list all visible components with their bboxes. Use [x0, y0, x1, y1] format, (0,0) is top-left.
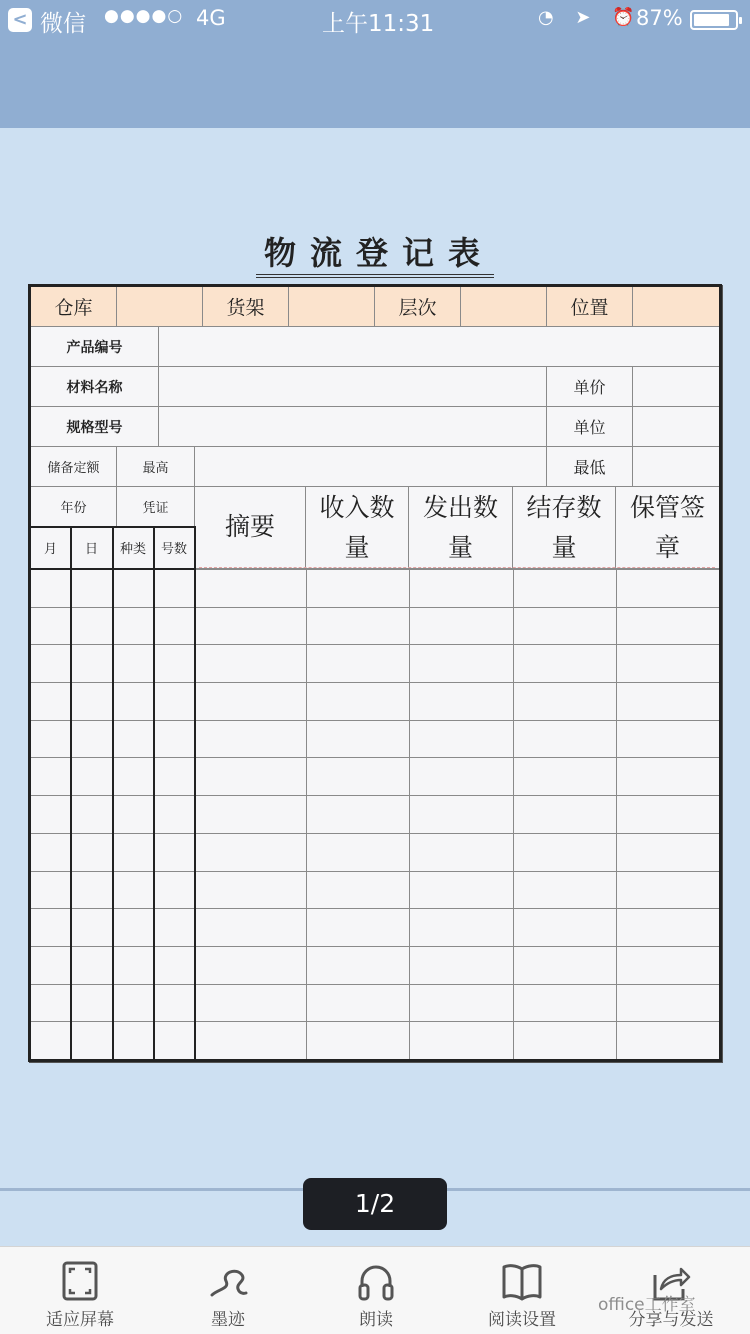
unit-price-label: 单价 [547, 367, 633, 407]
number-label: 号数 [154, 527, 195, 569]
fit-screen-button[interactable] [5, 1247, 155, 1334]
material-name-value [159, 367, 547, 407]
received-qty-header [306, 487, 409, 569]
position-label: 位置 [547, 287, 633, 327]
stock-qty-line1: 结存数 [526, 492, 602, 522]
type-label: 种类 [113, 527, 154, 569]
level-label: 层次 [375, 287, 461, 327]
month-col-rule [70, 526, 72, 1059]
status-bar [0, 0, 750, 128]
reading-settings-label: 阅读设置 [488, 1310, 556, 1330]
warehouse-label: 仓库 [31, 287, 117, 327]
warehouse-value [117, 287, 203, 327]
document-title [0, 228, 750, 274]
status-icons: ◔ ➤ ⏰ [538, 7, 643, 28]
battery-percent: 87% [636, 6, 683, 30]
logistics-registration-form [28, 284, 722, 1062]
product-code-value [159, 327, 719, 367]
shelf-label: 货架 [203, 287, 289, 327]
unit-price-value [633, 367, 719, 407]
watermark-text: office工作室 [598, 1295, 696, 1315]
custodian-seal-header [616, 487, 719, 569]
position-value [633, 287, 719, 327]
day-col-rule [112, 526, 114, 1059]
highest-value [195, 447, 547, 487]
document-viewer[interactable] [0, 128, 750, 1186]
type-col-rule [153, 526, 155, 1059]
reading-settings-button[interactable] [447, 1247, 597, 1334]
headphones-icon [356, 1259, 396, 1303]
page-indicator: 1/2 [303, 1178, 447, 1230]
read-aloud-button[interactable] [301, 1247, 451, 1334]
table-column-line [306, 569, 307, 1059]
summary-header [195, 487, 306, 569]
reserve-quota-label: 储备定额 [31, 447, 117, 487]
lowest-label: 最低 [547, 447, 633, 487]
unit-value [633, 407, 719, 447]
product-code-label: 产品编号 [31, 327, 159, 367]
read-aloud-label: 朗读 [359, 1310, 393, 1330]
ink-label: 墨迹 [211, 1310, 245, 1330]
lowest-value [633, 447, 719, 487]
fit-screen-icon [60, 1259, 100, 1303]
clock: 上午11:31 [322, 11, 435, 37]
document-title-text: 物流登记表 [256, 234, 494, 278]
ink-button[interactable] [153, 1247, 303, 1334]
month-label: 月 [31, 527, 71, 569]
book-icon [502, 1259, 542, 1303]
back-app-label[interactable]: 微信 [40, 11, 86, 37]
summary-header-text: 摘要 [224, 512, 275, 541]
received-qty-line2: 量 [344, 532, 370, 562]
table-column-line [409, 569, 410, 1059]
network-type: 4G [196, 6, 226, 30]
spec-model-value [159, 407, 547, 447]
level-value [461, 287, 547, 327]
table-column-line [616, 569, 617, 1059]
fit-screen-label: 适应屏幕 [46, 1310, 114, 1330]
voucher-label: 凭证 [117, 487, 195, 527]
battery-level-fill [694, 14, 729, 26]
unit-label: 单位 [547, 407, 633, 447]
day-label: 日 [71, 527, 113, 569]
table-column-line [513, 569, 514, 1059]
left-block-header-rule [31, 568, 195, 570]
stock-qty-line2: 量 [551, 532, 577, 562]
battery-icon [690, 10, 738, 30]
issued-qty-line2: 量 [447, 532, 473, 562]
custodian-seal-line2: 章 [654, 532, 680, 562]
back-to-app-icon[interactable]: < [8, 8, 32, 32]
ink-icon [208, 1259, 248, 1303]
custodian-seal-line1: 保管签 [629, 492, 705, 522]
share-send-label: 分享与发送 [628, 1310, 714, 1330]
received-qty-line1: 收入数 [319, 492, 395, 522]
stock-qty-header [513, 487, 616, 569]
shelf-value [289, 287, 375, 327]
header-guide-line [199, 567, 715, 568]
year-label: 年份 [31, 487, 117, 527]
spec-model-label: 规格型号 [31, 407, 159, 447]
signal-strength-icon: ●●●●○ [104, 6, 184, 26]
number-col-rule [194, 526, 196, 1059]
material-name-label: 材料名称 [31, 367, 159, 407]
issued-qty-header [409, 487, 513, 569]
highest-label: 最高 [117, 447, 195, 487]
issued-qty-line1: 发出数 [422, 492, 498, 522]
